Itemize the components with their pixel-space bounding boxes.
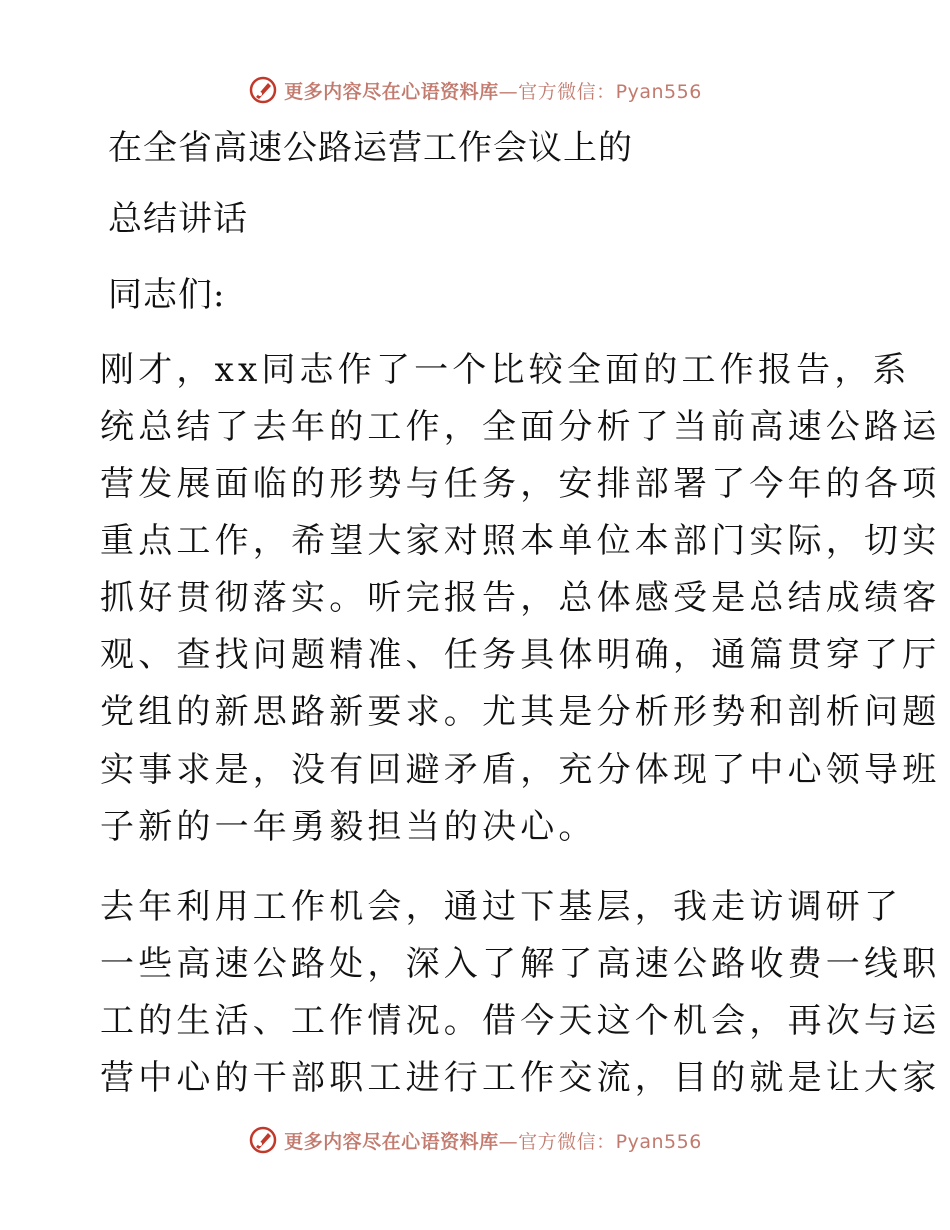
paragraph-2-line: 一些高速公路处，深入了解了高速公路收费一线职 [100, 944, 941, 984]
paragraph-1-line: 实事求是，没有回避矛盾，充分体现了中心领导班 [100, 750, 941, 790]
paragraph-1-line: 刚才，xx同志作了一个比较全面的工作报告，系 [100, 350, 911, 390]
watermark-text [284, 1127, 702, 1154]
watermark-brand: 更多内容尽在心语资料库 [284, 1130, 499, 1153]
paragraph-1-line: 统总结了去年的工作，全面分析了当前高速公路运 [100, 407, 941, 447]
paragraph-1-line: 重点工作，希望大家对照本单位本部门实际，切实 [100, 521, 941, 561]
watermark-suffix: —官方微信：Pyan556 [498, 1130, 702, 1153]
document-title-line-1: 在全省高速公路运营工作会议上的 [108, 128, 633, 168]
paragraph-2-line: 工的生活、工作情况。借今天这个机会，再次与运 [100, 1001, 941, 1041]
document-title-line-2: 总结讲话 [108, 199, 248, 239]
watermark-suffix: —官方微信：Pyan556 [498, 80, 702, 103]
paragraph-2-line: 去年利用工作机会，通过下基层，我走访调研了 [100, 887, 903, 927]
paragraph-1-line: 观、查找问题精准、任务具体明确，通篇贯穿了厅 [100, 635, 941, 675]
watermark-brand: 更多内容尽在心语资料库 [284, 80, 499, 103]
salutation: 同志们: [108, 275, 226, 315]
paragraph-2-line: 营中心的干部职工进行工作交流，目的就是让大家 [100, 1058, 941, 1098]
paragraph-1-line: 子新的一年勇毅担当的决心。 [100, 807, 597, 847]
watermark-text [284, 77, 702, 104]
paragraph-1-line: 抓好贯彻落实。听完报告，总体感受是总结成绩客 [100, 578, 941, 618]
paragraph-1-line: 党组的新思路新要求。尤其是分析形势和剖析问题 [100, 692, 941, 732]
pen-nib-logo-icon [248, 75, 278, 105]
paragraph-1-line: 营发展面临的形势与任务，安排部署了今年的各项 [100, 464, 941, 504]
footer-watermark [0, 1120, 950, 1160]
header-watermark [0, 70, 950, 110]
pen-nib-logo-icon [248, 1125, 278, 1155]
